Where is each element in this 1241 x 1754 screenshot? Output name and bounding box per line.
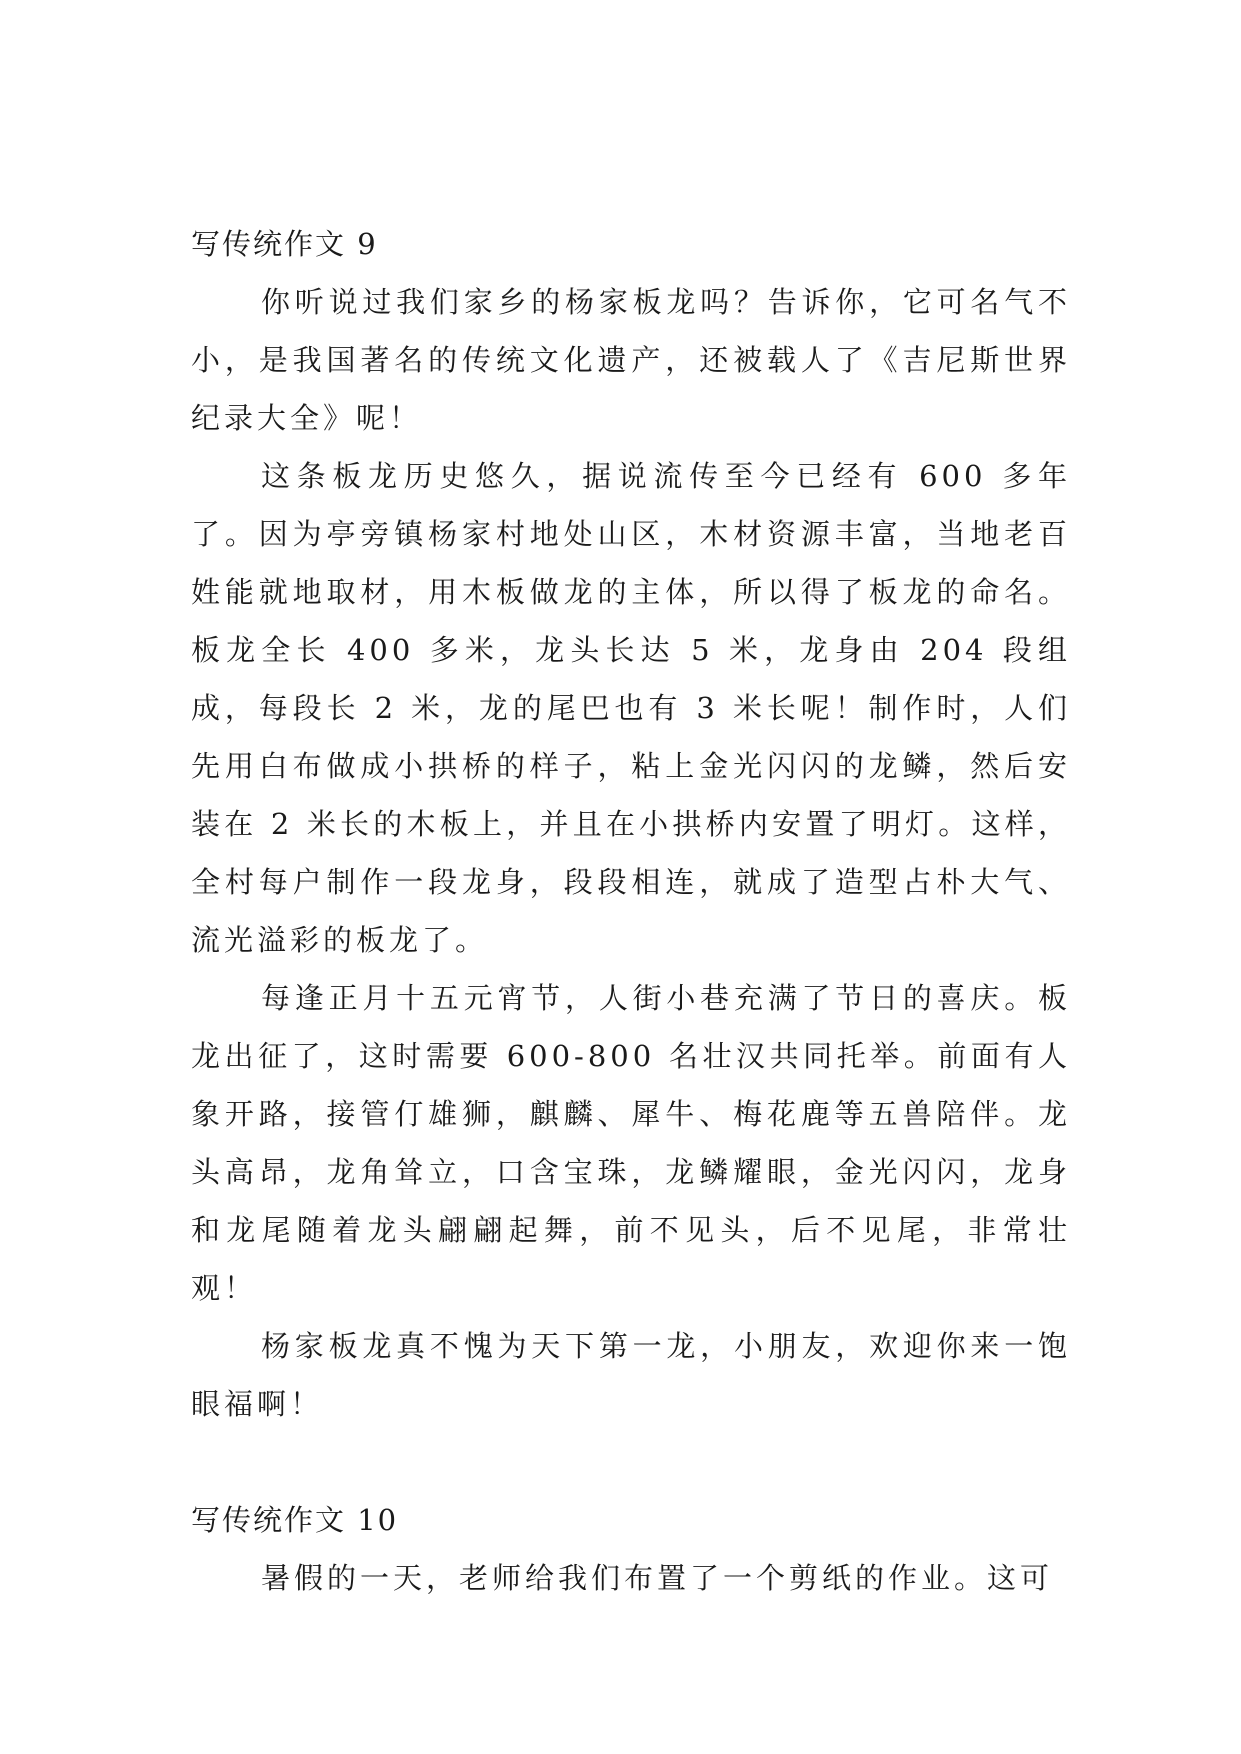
section-spacer — [191, 1433, 1071, 1491]
paragraph: 每逢正月十五元宵节，人街小巷充满了节日的喜庆。板龙出征了，这时需要 600-800 名壮汉共同托举。前面有人象开路，接管仃雄狮，麒麟、犀牛、梅花鹿等五兽陪伴。龙头高昂，龙角耸立，口含宝珠，龙鳞耀眼，金光闪闪，龙身和龙尾随着龙头翩翩起舞，前不见头，后不见尾，非常壮观！ — [191, 981, 1071, 1305]
paragraph: 暑假的一天，老师给我们布置了一个剪纸的作业。这可 — [261, 1561, 1054, 1595]
paragraph: 你听说过我们家乡的杨家板龙吗？告诉你，它可名气不小，是我国著名的传统文化遗产，还被载人了《吉尼斯世界纪录大全》呢！ — [191, 285, 1071, 435]
document-body — [191, 215, 1071, 1607]
section-title-9: 写传统作文 9 — [191, 227, 378, 261]
paragraph: 这条板龙历史悠久，据说流传至今已经有 600 多年了。因为亭旁镇杨家村地处山区，木材资源丰富，当地老百姓能就地取材，用木板做龙的主体，所以得了板龙的命名。板龙全长 400 多米，龙头长达 5 米，龙身由 204 段组成，每段长 2 米，龙的尾巴也有 3 米长呢！制作时，人们先用白布做成小拱桥的样子，粘上金光闪闪的龙鳞，然后安装在 2 米长的木板上，并且在小拱桥内安置了明灯。这样，全村每户制作一段龙身，段段相连，就成了造型占朴大气、流光溢彩的板龙了。 — [191, 459, 1071, 957]
paragraph: 杨家板龙真不愧为天下第一龙，小朋友，欢迎你来一饱眼福啊！ — [191, 1329, 1071, 1421]
section-title-10: 写传统作文 10 — [191, 1503, 399, 1537]
